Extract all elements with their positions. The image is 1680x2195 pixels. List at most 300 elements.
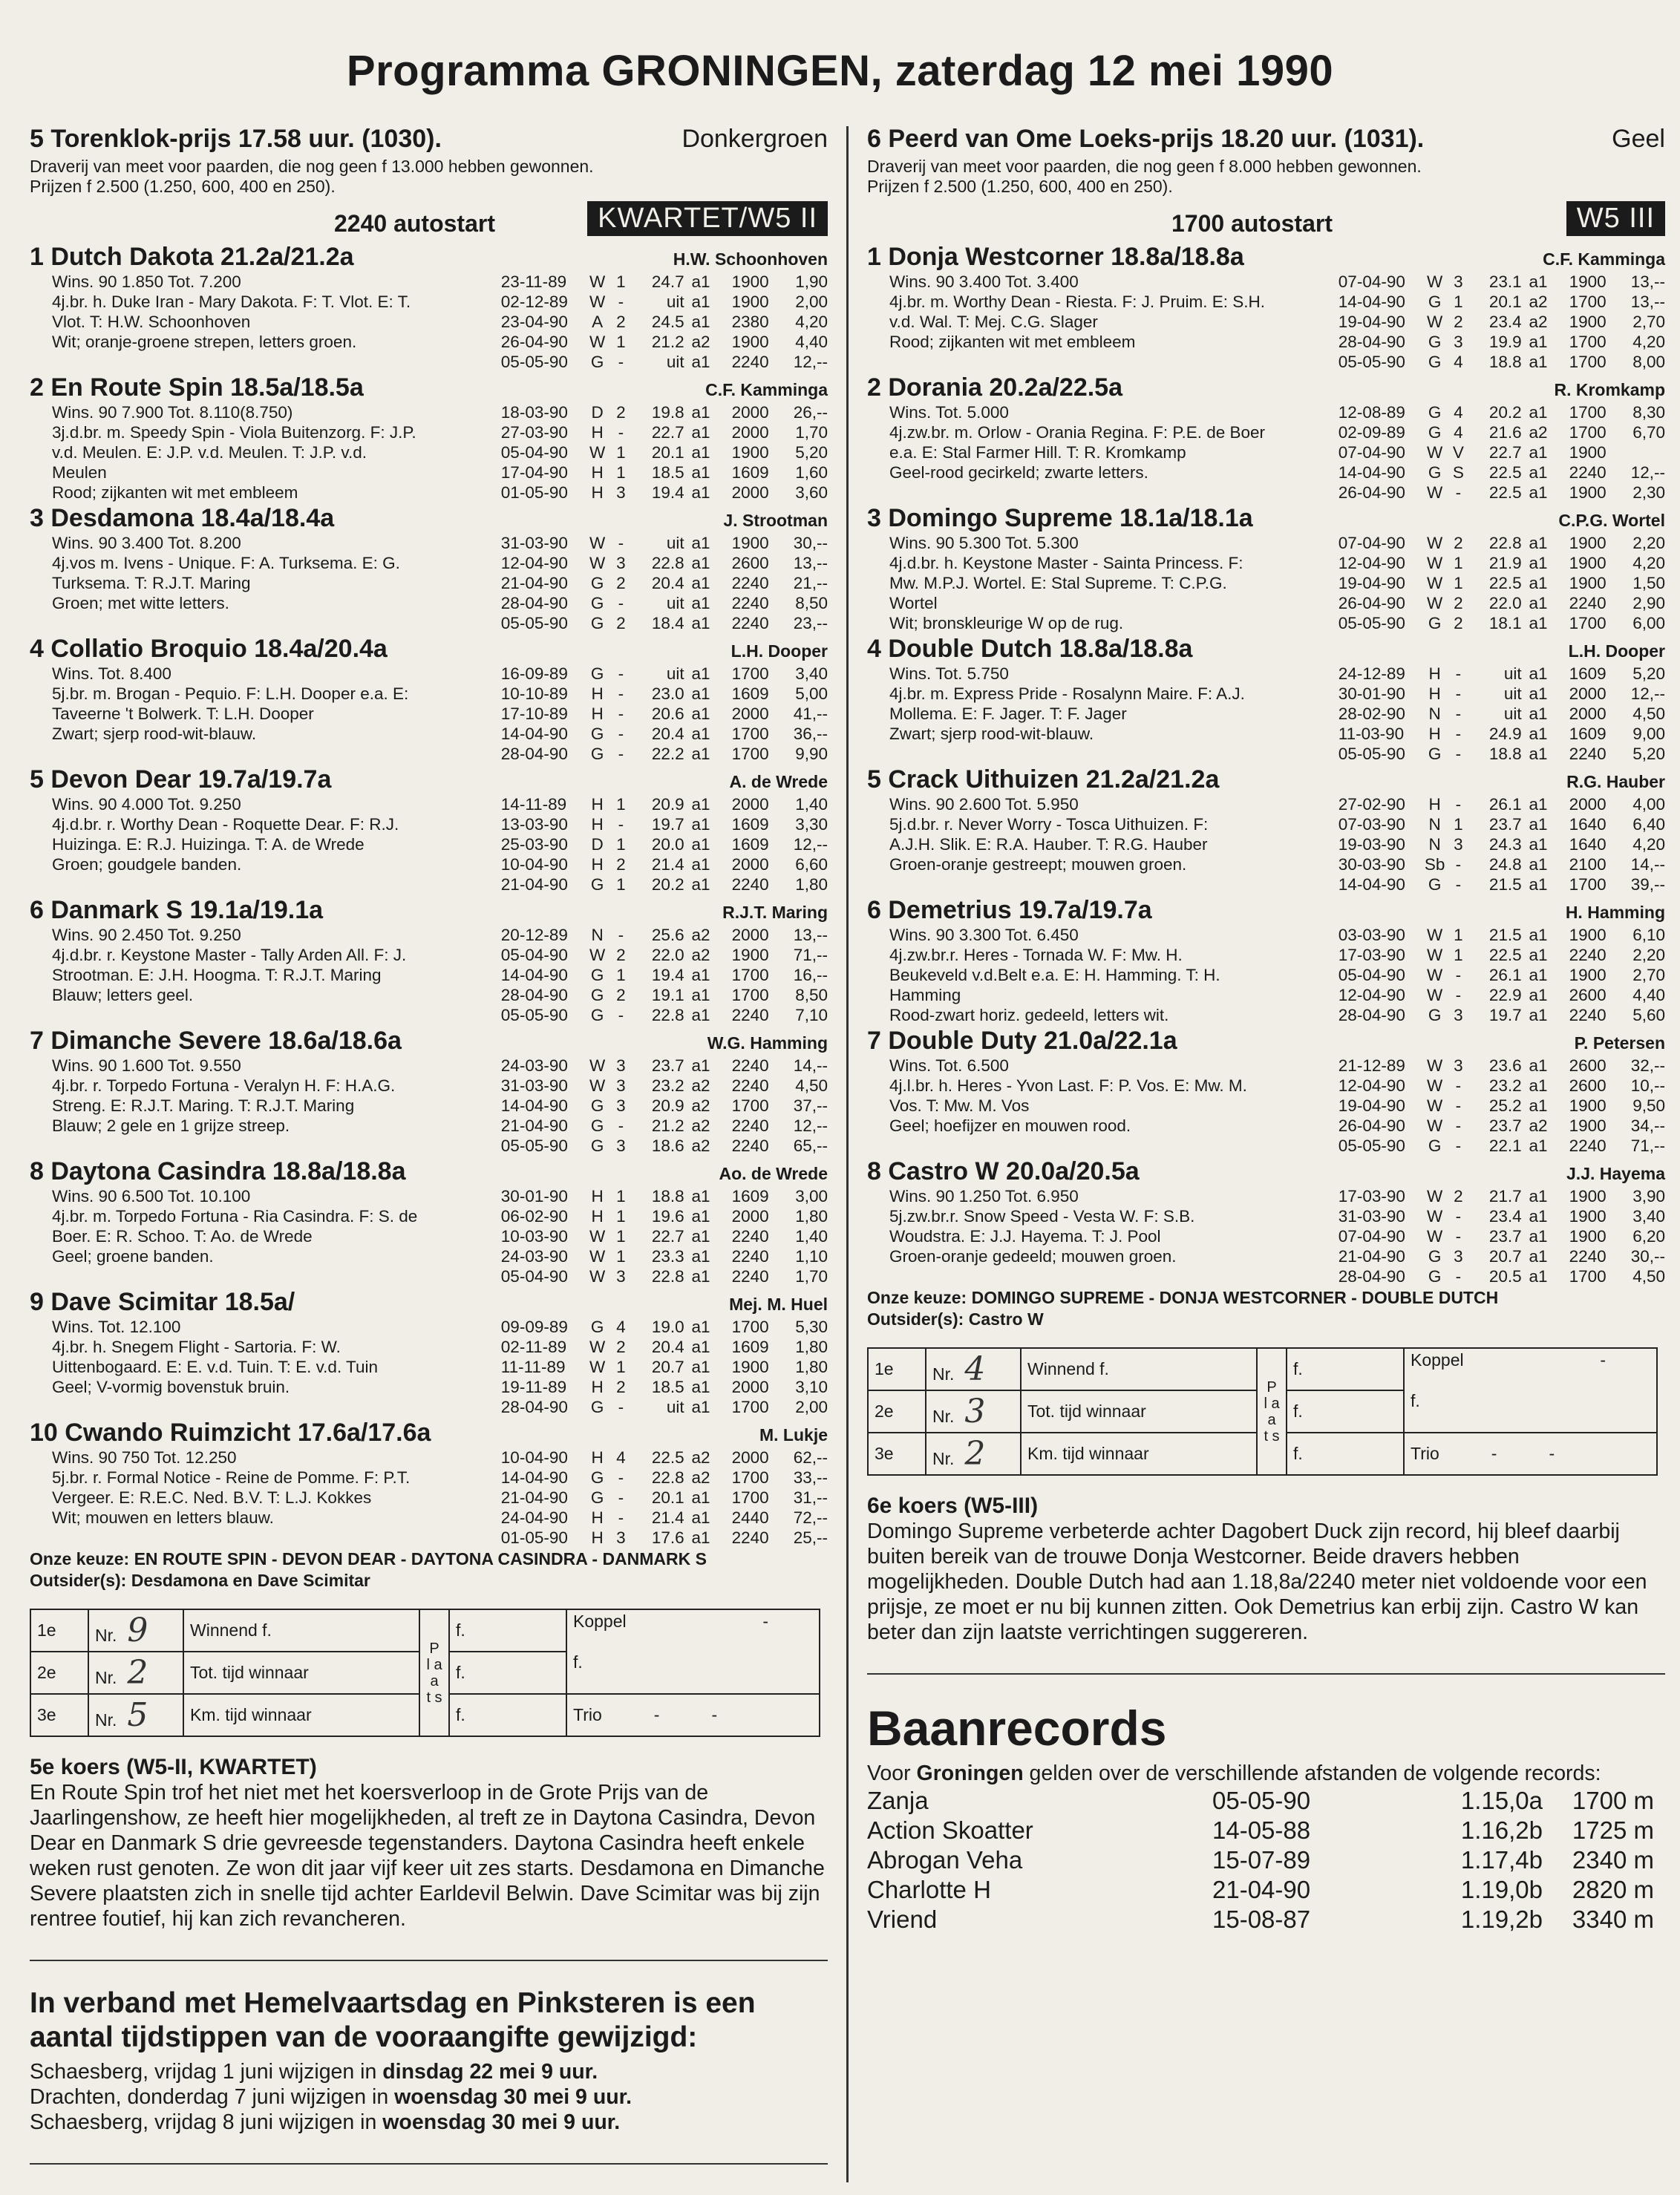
time: 23.4 bbox=[1488, 313, 1522, 331]
track: W bbox=[589, 333, 606, 351]
race-date: 31-03-90 bbox=[1338, 1207, 1405, 1226]
odds: 13,-- bbox=[1630, 272, 1666, 291]
time: 18.8 bbox=[651, 1187, 684, 1206]
horse-info: Zwart; sjerp rood-wit-blauw. bbox=[52, 724, 257, 743]
track: W bbox=[1427, 966, 1443, 984]
horse-name: 2 En Route Spin 18.5a/18.5a bbox=[30, 373, 364, 402]
place: - bbox=[618, 745, 624, 763]
horse-record-row bbox=[30, 1076, 828, 1096]
horse-record-row bbox=[867, 1116, 1665, 1136]
odds: 5,60 bbox=[1632, 1006, 1666, 1024]
race-date: 28-04-90 bbox=[500, 1398, 568, 1416]
time: 18.8 bbox=[1488, 745, 1522, 763]
start: a2 bbox=[691, 946, 710, 964]
track: G bbox=[590, 614, 604, 632]
race-date: 30-03-90 bbox=[1338, 855, 1405, 874]
start: a1 bbox=[691, 966, 710, 984]
race-date: 05-05-90 bbox=[1338, 614, 1405, 632]
odds: 1,80 bbox=[795, 875, 828, 894]
time: uit bbox=[1503, 704, 1522, 723]
track: W bbox=[1427, 1056, 1443, 1075]
distance: 1900 bbox=[731, 534, 769, 552]
odds: 1,70 bbox=[795, 1267, 828, 1286]
horse-record-row bbox=[867, 613, 1665, 633]
distance: 1900 bbox=[731, 1358, 769, 1376]
time: 22.1 bbox=[1488, 1136, 1522, 1155]
distance: 1900 bbox=[731, 333, 769, 351]
distance: 1700 bbox=[1569, 1267, 1607, 1286]
start: a1 bbox=[691, 1398, 710, 1416]
notice-line bbox=[30, 2084, 828, 2110]
distance: 1700 bbox=[1569, 292, 1607, 311]
record-date: 15-08-87 bbox=[1212, 1906, 1311, 1933]
horse-record-row bbox=[30, 402, 828, 422]
horse-record-row bbox=[30, 1136, 828, 1156]
race-date: 17-10-89 bbox=[500, 704, 568, 723]
odds: 7,10 bbox=[795, 1006, 828, 1024]
odds: 5,20 bbox=[795, 443, 828, 462]
track: W bbox=[589, 1338, 606, 1356]
horse-info: Blauw; 2 gele en 1 grijze streep. bbox=[52, 1116, 290, 1135]
horse-entry bbox=[30, 243, 828, 372]
race-date: 21-12-89 bbox=[1338, 1056, 1405, 1075]
notice-line bbox=[30, 2059, 828, 2084]
distance: 1900 bbox=[1569, 1116, 1607, 1135]
distance: 1609 bbox=[731, 1338, 769, 1356]
start: a2 bbox=[1529, 1116, 1548, 1135]
horse-record-row bbox=[30, 312, 828, 332]
race-date: 05-05-90 bbox=[1338, 1136, 1405, 1155]
horse-record-row bbox=[867, 482, 1665, 503]
place: 4 bbox=[1454, 403, 1463, 422]
koppel-text: Koppel bbox=[573, 1612, 627, 1631]
track: G bbox=[590, 875, 604, 894]
horse-record-row bbox=[30, 1206, 828, 1226]
odds: 4,20 bbox=[795, 313, 828, 331]
handwritten-number: 9 bbox=[127, 1612, 148, 1649]
odds: 1,80 bbox=[795, 1207, 828, 1226]
time: uit bbox=[1503, 664, 1522, 683]
odds: 4,00 bbox=[1632, 795, 1666, 814]
start: a1 bbox=[691, 1378, 710, 1396]
race-date: 05-04-90 bbox=[500, 1267, 568, 1286]
odds: 33,-- bbox=[793, 1468, 828, 1487]
time: 20.1 bbox=[651, 443, 684, 462]
record-row bbox=[867, 1786, 1665, 1816]
track: W bbox=[589, 554, 606, 572]
start: a1 bbox=[1529, 1247, 1548, 1266]
track: H bbox=[591, 1187, 604, 1206]
time: 20.4 bbox=[651, 724, 684, 743]
start: a2 bbox=[691, 1448, 710, 1467]
place: - bbox=[618, 926, 624, 944]
horse-record-row bbox=[867, 794, 1665, 814]
distance: 2000 bbox=[731, 926, 769, 944]
time: 19.1 bbox=[651, 986, 684, 1004]
horse-entry bbox=[867, 896, 1665, 1025]
place: 1 bbox=[616, 443, 626, 462]
horse-record-row bbox=[867, 1246, 1665, 1266]
track: W bbox=[589, 1247, 606, 1266]
horse-header bbox=[30, 896, 828, 925]
distance: 1700 bbox=[1569, 353, 1607, 371]
place: 1 bbox=[616, 875, 626, 894]
horse-record-row bbox=[867, 664, 1665, 684]
distance: 1700 bbox=[731, 745, 769, 763]
track: G bbox=[1428, 423, 1442, 442]
place: - bbox=[1455, 1116, 1462, 1135]
time: 20.2 bbox=[1488, 403, 1522, 422]
odds: 4,40 bbox=[795, 333, 828, 351]
nr-label: Nr. bbox=[95, 1668, 117, 1687]
start: a1 bbox=[1529, 1096, 1548, 1115]
race-date: 14-04-90 bbox=[1338, 292, 1405, 311]
track: G bbox=[590, 1096, 604, 1115]
time: 26.1 bbox=[1488, 795, 1522, 814]
race-date: 17-03-90 bbox=[1338, 1187, 1405, 1206]
odds: 3,90 bbox=[1632, 1187, 1666, 1206]
horse-info: Wins. 90 1.850 Tot. 7.200 bbox=[52, 272, 241, 291]
place-label: 2e bbox=[868, 1390, 926, 1433]
place: 3 bbox=[616, 1267, 626, 1286]
horse-info: Wins. Tot. 12.100 bbox=[52, 1318, 181, 1336]
horse-info bbox=[867, 352, 1339, 372]
place: 3 bbox=[1454, 272, 1463, 291]
horse-header bbox=[30, 373, 828, 402]
trio-dash: - bbox=[711, 1705, 718, 1724]
horse-record-row bbox=[30, 533, 828, 553]
race-date: 18-03-90 bbox=[500, 403, 568, 422]
horse-info: 4j.vos m. Ivens - Unique. F: A. Turksema. E: G. bbox=[52, 554, 400, 572]
time: 23.2 bbox=[1488, 1076, 1522, 1095]
odds: 4,20 bbox=[1632, 333, 1666, 351]
horse-record-row bbox=[867, 442, 1665, 462]
start: a1 bbox=[691, 403, 710, 422]
odds: 30,-- bbox=[793, 534, 828, 552]
horse-name: 10 Cwando Ruimzicht 17.6a/17.6a bbox=[30, 1419, 431, 1447]
start: a1 bbox=[1529, 333, 1548, 351]
odds: 31,-- bbox=[793, 1488, 828, 1507]
place: 2 bbox=[1454, 1187, 1463, 1206]
odds: 37,-- bbox=[793, 1096, 828, 1115]
time: 18.4 bbox=[651, 614, 684, 632]
horse-record-row bbox=[30, 664, 828, 684]
start: a2 bbox=[691, 926, 710, 944]
time: 22.0 bbox=[651, 946, 684, 964]
place-label: 3e bbox=[30, 1694, 88, 1736]
horse-record-row bbox=[30, 874, 828, 894]
horse-info: Groen; met witte letters. bbox=[52, 594, 229, 612]
place: 2 bbox=[1454, 614, 1463, 632]
start: a2 bbox=[691, 1116, 710, 1135]
horse-record-row bbox=[867, 593, 1665, 613]
place: 3 bbox=[616, 1056, 626, 1075]
start: a1 bbox=[691, 353, 710, 371]
distance: 1700 bbox=[1569, 403, 1607, 422]
race-date: 27-03-90 bbox=[500, 423, 568, 442]
record-row bbox=[867, 1875, 1665, 1905]
place: - bbox=[618, 292, 624, 311]
time: 21.4 bbox=[651, 1508, 684, 1527]
horse-record-row bbox=[867, 704, 1665, 724]
horse-record-row bbox=[30, 1116, 828, 1136]
race-date: 05-05-90 bbox=[1338, 353, 1405, 371]
time: uit bbox=[666, 292, 684, 311]
distance: 1609 bbox=[731, 815, 769, 834]
time: 17.6 bbox=[651, 1528, 684, 1547]
track: H bbox=[591, 423, 604, 442]
race-date: 12-04-90 bbox=[1338, 1076, 1405, 1095]
place: - bbox=[618, 1468, 624, 1487]
start: a1 bbox=[1529, 795, 1548, 814]
time: 19.7 bbox=[651, 815, 684, 834]
place: 1 bbox=[1454, 926, 1463, 944]
horse-info bbox=[30, 1528, 501, 1548]
start: a1 bbox=[1529, 443, 1548, 462]
odds: 6,70 bbox=[1632, 423, 1666, 442]
horse-name: 7 Dimanche Severe 18.6a/18.6a bbox=[30, 1027, 402, 1055]
race-date: 30-01-90 bbox=[1338, 684, 1405, 703]
horse-record-row bbox=[867, 1186, 1665, 1206]
horse-info: Wins. 90 5.300 Tot. 5.300 bbox=[889, 534, 1079, 552]
start: a1 bbox=[1529, 664, 1548, 683]
horse-info: 4j.zw.br. m. Orlow - Orania Regina. F: P.E. de Boer bbox=[889, 423, 1266, 442]
horse-info: Wins. 90 3.300 Tot. 6.450 bbox=[889, 926, 1079, 944]
horse-name: 3 Desdamona 18.4a/18.4a bbox=[30, 504, 335, 532]
place: - bbox=[618, 1116, 624, 1135]
race-date: 07-03-90 bbox=[1338, 815, 1405, 834]
horse-record-row bbox=[30, 854, 828, 874]
race-date: 17-03-90 bbox=[1338, 946, 1405, 964]
horse-header bbox=[867, 243, 1665, 272]
horse-info: Wit; oranje-groene strepen, letters groen. bbox=[52, 333, 357, 351]
distance-row bbox=[867, 201, 1665, 241]
place: 1 bbox=[616, 795, 626, 814]
time: 19.0 bbox=[651, 1318, 684, 1336]
track: G bbox=[1428, 1247, 1442, 1266]
time: 22.7 bbox=[651, 1227, 684, 1246]
odds: 9,50 bbox=[1632, 1096, 1666, 1115]
place: 3 bbox=[1454, 1247, 1463, 1266]
trainer-name: C.F. Kamminga bbox=[705, 380, 828, 399]
place: 4 bbox=[1454, 353, 1463, 371]
place: 2 bbox=[616, 986, 626, 1004]
result-field-label: Winnend f. bbox=[1021, 1348, 1257, 1390]
time: 24.3 bbox=[1488, 835, 1522, 854]
track: W bbox=[1427, 574, 1443, 592]
odds: 3,10 bbox=[795, 1378, 828, 1396]
odds: 4,40 bbox=[1632, 986, 1666, 1004]
track: G bbox=[590, 1488, 604, 1507]
horse-info: Wins. 90 7.900 Tot. 8.110(8.750) bbox=[52, 403, 293, 422]
start: a1 bbox=[1529, 1267, 1548, 1286]
track: H bbox=[591, 463, 604, 482]
start: a1 bbox=[691, 855, 710, 874]
horse-info: Streng. E: R.J.T. Maring. T: R.J.T. Maring bbox=[52, 1096, 355, 1115]
odds: 5,30 bbox=[795, 1318, 828, 1336]
time: 22.8 bbox=[1488, 534, 1522, 552]
track: W bbox=[1427, 272, 1443, 291]
horse-entry bbox=[867, 765, 1665, 894]
track: H bbox=[1428, 795, 1441, 814]
start: a1 bbox=[1529, 926, 1548, 944]
result-row bbox=[30, 1609, 820, 1652]
odds: 21,-- bbox=[793, 574, 828, 592]
race-date: 21-04-90 bbox=[1338, 1247, 1405, 1266]
odds: 10,-- bbox=[1630, 1076, 1666, 1095]
start: a1 bbox=[691, 704, 710, 723]
distance-label: 2240 autostart bbox=[334, 210, 495, 237]
race-6-column bbox=[867, 125, 1665, 1934]
place: 1 bbox=[1454, 292, 1463, 311]
trio-dash: - bbox=[653, 1705, 660, 1724]
notice-text: Drachten, donderdag 7 juni wijzigen in bbox=[30, 2085, 395, 2109]
odds: 65,-- bbox=[793, 1136, 828, 1155]
distance: 1900 bbox=[1569, 272, 1607, 291]
place: 1 bbox=[1454, 815, 1463, 834]
horse-info: Geel-rood gecirkeld; zwarte letters. bbox=[889, 463, 1148, 482]
odds: 9,00 bbox=[1632, 724, 1666, 743]
track: G bbox=[1428, 745, 1442, 763]
time: 23.4 bbox=[1488, 1207, 1522, 1226]
track: N bbox=[1428, 835, 1441, 854]
trainer-name: H.W. Schoonhoven bbox=[673, 249, 828, 269]
horse-info bbox=[30, 1136, 501, 1156]
place: 3 bbox=[1454, 1006, 1463, 1024]
distance: 2000 bbox=[1569, 795, 1607, 814]
track: W bbox=[589, 1076, 606, 1095]
horse-info: Wins. 90 3.400 Tot. 8.200 bbox=[52, 534, 241, 552]
track: W bbox=[1427, 483, 1443, 502]
odds: 12,-- bbox=[793, 1116, 828, 1135]
time: 21.2 bbox=[651, 333, 684, 351]
odds: 2,70 bbox=[1632, 966, 1666, 984]
horse-record-row bbox=[30, 965, 828, 985]
horse-record-row bbox=[30, 442, 828, 462]
horse-info: v.d. Wal. T: Mej. C.G. Slager bbox=[889, 313, 1098, 331]
track: G bbox=[1428, 333, 1442, 351]
time: 19.9 bbox=[1488, 333, 1522, 351]
horse-entry bbox=[867, 243, 1665, 372]
track: G bbox=[590, 574, 604, 592]
place: 2 bbox=[1454, 313, 1463, 331]
track: W bbox=[589, 443, 606, 462]
record-time: 1.19,0b bbox=[1460, 1876, 1543, 1903]
distance: 2240 bbox=[731, 1247, 769, 1266]
track: W bbox=[589, 1358, 606, 1376]
horse-name: 2 Dorania 20.2a/22.5a bbox=[867, 373, 1123, 402]
intro-text: gelden over de verschillende afstanden de volgende records: bbox=[1023, 1761, 1601, 1785]
odds: 1,10 bbox=[795, 1247, 828, 1266]
horse-info bbox=[30, 744, 501, 764]
horse-name: 1 Dutch Dakota 21.2a/21.2a bbox=[30, 243, 354, 271]
trainer-name: R.G. Hauber bbox=[1566, 772, 1665, 791]
race-date: 05-04-90 bbox=[500, 443, 568, 462]
trainer-name: C.F. Kamminga bbox=[1543, 249, 1665, 269]
horse-info: 4j.br. r. Torpedo Fortuna - Veralyn H. F: H.A.G. bbox=[52, 1076, 396, 1095]
koppel-amount: f. bbox=[573, 1652, 583, 1672]
start: a1 bbox=[691, 724, 710, 743]
horse-entry bbox=[30, 635, 828, 764]
time: 21.2 bbox=[651, 1116, 684, 1135]
distance: 1640 bbox=[1569, 815, 1607, 834]
start: a1 bbox=[691, 443, 710, 462]
start: a1 bbox=[1529, 1136, 1548, 1155]
horse-record-row bbox=[30, 684, 828, 704]
distance: 2000 bbox=[1569, 704, 1607, 723]
notice-line bbox=[30, 2110, 828, 2135]
track: G bbox=[590, 1136, 604, 1155]
notice-text: Schaesberg, vrijdag 8 juni wijzigen in bbox=[30, 2110, 383, 2134]
race-date: 30-01-90 bbox=[500, 1187, 568, 1206]
start: a1 bbox=[691, 986, 710, 1004]
odds: 12,-- bbox=[793, 353, 828, 371]
race-date: 25-03-90 bbox=[500, 835, 568, 854]
place: 2 bbox=[616, 1338, 626, 1356]
distance: 2240 bbox=[731, 1267, 769, 1286]
horse-info: Wins. Tot. 5.750 bbox=[889, 664, 1009, 683]
track: G bbox=[590, 353, 604, 371]
race-color: Geel bbox=[1612, 125, 1665, 153]
track: H bbox=[591, 1207, 604, 1226]
place: - bbox=[1455, 855, 1462, 874]
horse-info: Wins. 90 750 Tot. 12.250 bbox=[52, 1448, 237, 1467]
distance: 1900 bbox=[1569, 1227, 1607, 1246]
horse-record-row bbox=[867, 874, 1665, 894]
race-date: 01-05-90 bbox=[500, 1528, 568, 1547]
comment-heading: 6e koers (W5-III) bbox=[867, 1494, 1039, 1518]
race-date: 19-03-90 bbox=[1338, 835, 1405, 854]
place: - bbox=[618, 1508, 624, 1527]
start: a1 bbox=[1529, 1227, 1548, 1246]
horse-info bbox=[867, 874, 1339, 894]
horse-record-row bbox=[867, 553, 1665, 573]
track: G bbox=[590, 724, 604, 743]
start: a1 bbox=[1529, 684, 1548, 703]
time: 19.4 bbox=[651, 483, 684, 502]
distance: 2600 bbox=[731, 554, 769, 572]
track: W bbox=[1427, 926, 1443, 944]
time: 19.8 bbox=[651, 403, 684, 422]
trio-dash: - bbox=[1549, 1444, 1555, 1463]
track: H bbox=[591, 684, 604, 703]
start: a1 bbox=[1529, 534, 1548, 552]
track: W bbox=[1427, 1076, 1443, 1095]
koppel-label bbox=[1411, 1350, 1650, 1370]
odds: 5,00 bbox=[795, 684, 828, 703]
track: W bbox=[1427, 1116, 1443, 1135]
place: 3 bbox=[1454, 1056, 1463, 1075]
time: 22.8 bbox=[651, 1267, 684, 1286]
track: W bbox=[589, 272, 606, 291]
horse-info bbox=[30, 1266, 501, 1286]
track: W bbox=[1427, 1187, 1443, 1206]
place: 3 bbox=[616, 554, 626, 572]
horse-record-row bbox=[30, 834, 828, 854]
horse-header bbox=[30, 1288, 828, 1317]
race-header bbox=[867, 125, 1665, 154]
record-horse: Action Skoatter bbox=[867, 1816, 1033, 1844]
time: 23.7 bbox=[1488, 1116, 1522, 1135]
horse-header bbox=[30, 635, 828, 664]
odds: 5,20 bbox=[1632, 745, 1666, 763]
baanrecords-heading: Baanrecords bbox=[867, 1701, 1167, 1756]
nr-cell bbox=[926, 1348, 1021, 1390]
trainer-name: L.H. Dooper bbox=[730, 641, 828, 661]
track: D bbox=[591, 403, 604, 422]
odds: 34,-- bbox=[1630, 1116, 1666, 1135]
place: 1 bbox=[616, 1207, 626, 1226]
